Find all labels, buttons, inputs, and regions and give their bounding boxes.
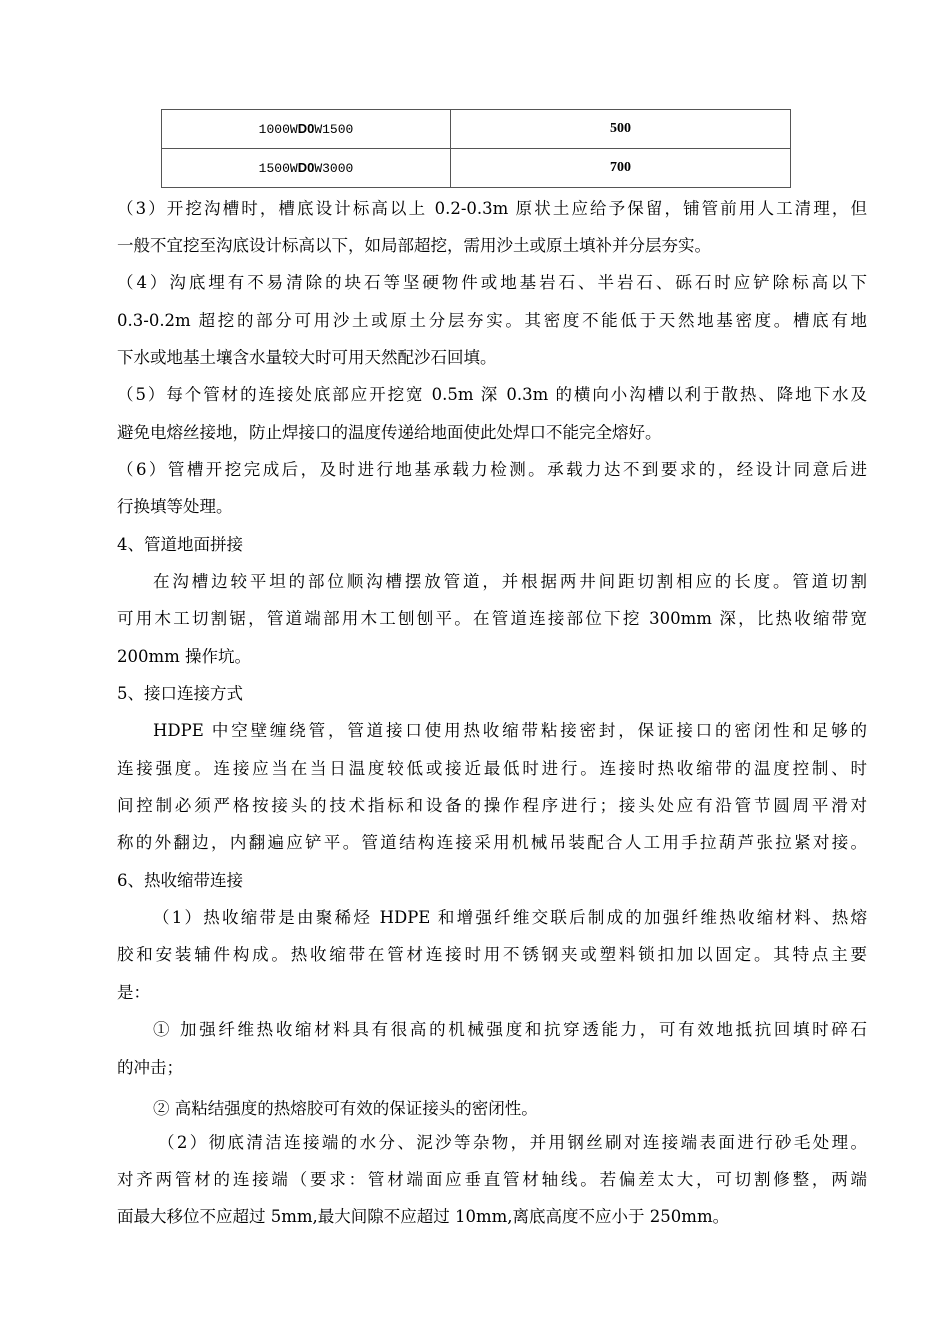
paragraph-line: 的冲击； (117, 1058, 183, 1077)
paragraph-line: 对齐两管材的连接端（要求：管材端面应垂直管材轴线。若偏差太大，可切割修整，两端 (117, 1170, 867, 1189)
table-row (162, 110, 791, 149)
section-heading: 4、管道地面拼接 (117, 535, 243, 554)
paragraph-line: 行换填等处理。 (117, 497, 233, 516)
section-heading: 5、接口连接方式 (117, 684, 243, 703)
paragraph-line: 0.3-0.2m 超挖的部分可用沙土或原土分层夯实。其密度不能低于天然地基密度。槽底有地 (117, 311, 867, 330)
table-cell-value: 500 (451, 110, 791, 149)
paragraph-line: （5）每个管材的连接处底部应开挖宽 0.5m 深 0.3m 的横向小沟槽以利于散热、降地下水及 (117, 385, 867, 404)
paragraph-line: 是： (117, 983, 150, 1002)
list-item: ② 高粘结强度的热熔胶可有效的保证接头的密闭性。 (153, 1099, 538, 1118)
paragraph-line: （2）彻底清洁连接端的水分、泥沙等杂物，并用钢丝刷对连接端表面进行砂毛处理。 (158, 1133, 867, 1152)
table-cell-range: 1000WD0W1500 (162, 110, 451, 149)
paragraph-line: 在沟槽边较平坦的部位顺沟槽摆放管道，并根据两井间距切割相应的长度。管道切割 (153, 572, 867, 591)
paragraph-line: 一般不宜挖至沟底设计标高以下，如局部超挖，需用沙土或原土填补并分层夯实。 (117, 236, 711, 255)
paragraph-line: 胶和安装辅件构成。热收缩带在管材连接时用不锈钢夹或塑料锁扣加以固定。其特点主要 (117, 945, 867, 964)
paragraph-line: （4）沟底埋有不易清除的块石等坚硬物件或地基岩石、半岩石、砾石时应铲除标高以下 (117, 273, 867, 292)
paragraph-line: （1）热收缩带是由聚稀烃 HDPE 和增强纤维交联后制成的加强纤维热收缩材料、热熔 (153, 908, 867, 927)
paragraph-line: 避免电熔丝接地，防止焊接口的温度传递给地面使此处焊口不能完全熔好。 (117, 423, 662, 442)
table-row (162, 149, 791, 188)
paragraph-line: HDPE 中空壁缠绕管，管道接口使用热收缩带粘接密封，保证接口的密闭性和足够的 (153, 721, 867, 740)
paragraph-line: （3）开挖沟槽时，槽底设计标高以上 0.2-0.3m 原状土应给予保留，铺管前用人工清理，但 (117, 199, 867, 218)
paragraph-line: （6）管槽开挖完成后，及时进行地基承载力检测。承载力达不到要求的，经设计同意后进 (117, 460, 867, 479)
table-cell-range: 1500WD0W3000 (162, 149, 451, 188)
pipe-spec-table (161, 109, 791, 188)
list-item: ① 加强纤维热收缩材料具有很高的机械强度和抗穿透能力，可有效地抵抗回填时碎石 (153, 1020, 867, 1039)
paragraph-line: 200mm 操作坑。 (117, 647, 252, 666)
paragraph-line: 称的外翻边，内翻遍应铲平。管道结构连接采用机械吊装配合人工用手拉葫芦张拉紧对接。 (117, 833, 867, 852)
paragraph-line: 间控制必须严格按接头的技术指标和设备的操作程序进行；接头处应有沿管节圆周平滑对 (117, 796, 867, 815)
table-cell-value: 700 (451, 149, 791, 188)
paragraph-line: 可用木工切割锯，管道端部用木工刨刨平。在管道连接部位下挖 300mm 深，比热收缩带宽 (117, 609, 867, 628)
paragraph-line: 下水或地基土壤含水量较大时可用天然配沙石回填。 (117, 348, 497, 367)
section-heading: 6、热收缩带连接 (117, 871, 243, 890)
paragraph-line: 连接强度。连接应当在当日温度较低或接近最低时进行。连接时热收缩带的温度控制、时 (117, 759, 867, 778)
paragraph-line: 面最大移位不应超过 5mm,最大间隙不应超过 10mm,离底高度不应小于 250mm。 (117, 1207, 730, 1226)
